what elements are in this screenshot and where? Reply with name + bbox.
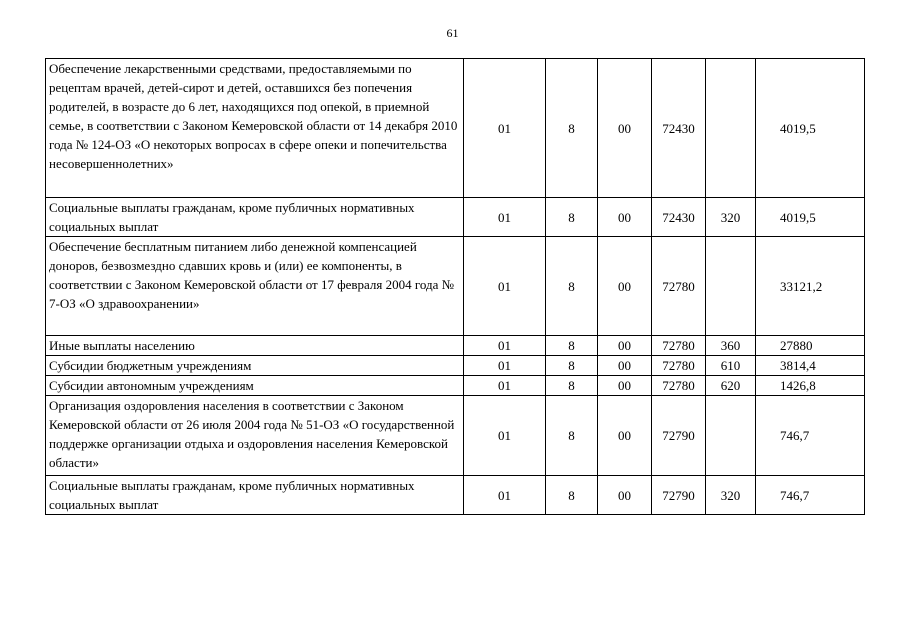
cell-code-2: 8 <box>546 59 598 198</box>
cell-code-4: 72780 <box>652 336 706 356</box>
cell-code-1: 01 <box>464 396 546 476</box>
row-description: Обеспечение бесплатным питанием либо денежной компенсацией доноров, безвозмездно сдавших кровь и (или) ее компоненты, в соответствии с Законом Кемеровской области от 17 февраля 2004 года № 7-ОЗ «О здравоохранении» <box>46 237 464 336</box>
cell-amount: 4019,5 <box>756 59 865 198</box>
cell-code-1: 01 <box>464 356 546 376</box>
cell-code-5 <box>706 59 756 198</box>
row-description: Субсидии автономным учреждениям <box>46 376 464 396</box>
table-row <box>46 59 865 198</box>
row-description: Обеспечение лекарственными средствами, предоставляемыми по рецептам врачей, детей-сирот и детей, оставшихся без попечения родителей, в возрасте до 6 лет, находящихся под опекой, в приемной семье, в соответствии с Законом Кемеровской области от 14 декабря 2010 года № 124-ОЗ «О некоторых вопросах в сфере опеки и попечительства несовершеннолетних» <box>46 59 464 198</box>
cell-code-3: 00 <box>598 59 652 198</box>
cell-code-4: 72790 <box>652 396 706 476</box>
table-row <box>46 356 865 376</box>
budget-table <box>45 58 865 515</box>
table-row <box>46 476 865 515</box>
cell-code-2: 8 <box>546 476 598 515</box>
cell-code-5: 610 <box>706 356 756 376</box>
cell-amount: 27880 <box>756 336 865 356</box>
row-description: Социальные выплаты гражданам, кроме публичных нормативных социальных выплат <box>46 476 464 515</box>
cell-code-2: 8 <box>546 237 598 336</box>
cell-code-5 <box>706 237 756 336</box>
cell-code-5: 360 <box>706 336 756 356</box>
cell-amount: 33121,2 <box>756 237 865 336</box>
row-description: Организация оздоровления населения в соответствии с Законом Кемеровской области от 26 июля 2004 года № 51-ОЗ «О государственной поддержке организации отдыха и оздоровления населения Кемеровской области» <box>46 396 464 476</box>
cell-code-2: 8 <box>546 356 598 376</box>
cell-code-5: 320 <box>706 198 756 237</box>
table-row <box>46 336 865 356</box>
cell-code-1: 01 <box>464 198 546 237</box>
cell-code-1: 01 <box>464 59 546 198</box>
cell-code-2: 8 <box>546 376 598 396</box>
cell-code-1: 01 <box>464 237 546 336</box>
cell-code-4: 72430 <box>652 198 706 237</box>
cell-code-2: 8 <box>546 198 598 237</box>
cell-code-1: 01 <box>464 476 546 515</box>
table-row <box>46 376 865 396</box>
cell-code-4: 72430 <box>652 59 706 198</box>
table-row <box>46 396 865 476</box>
table-row <box>46 237 865 336</box>
cell-code-4: 72780 <box>652 356 706 376</box>
page-number: 61 <box>446 26 459 40</box>
cell-code-3: 00 <box>598 356 652 376</box>
cell-code-1: 01 <box>464 336 546 356</box>
cell-code-3: 00 <box>598 237 652 336</box>
cell-amount: 3814,4 <box>756 356 865 376</box>
cell-code-2: 8 <box>546 396 598 476</box>
cell-code-5: 320 <box>706 476 756 515</box>
cell-code-3: 00 <box>598 198 652 237</box>
cell-amount: 746,7 <box>756 396 865 476</box>
cell-amount: 746,7 <box>756 476 865 515</box>
cell-code-3: 00 <box>598 476 652 515</box>
cell-code-3: 00 <box>598 376 652 396</box>
cell-code-5 <box>706 396 756 476</box>
cell-code-2: 8 <box>546 336 598 356</box>
row-description: Социальные выплаты гражданам, кроме публичных нормативных социальных выплат <box>46 198 464 237</box>
cell-code-4: 72790 <box>652 476 706 515</box>
cell-amount: 1426,8 <box>756 376 865 396</box>
cell-amount: 4019,5 <box>756 198 865 237</box>
row-description: Субсидии бюджетным учреждениям <box>46 356 464 376</box>
cell-code-4: 72780 <box>652 237 706 336</box>
cell-code-5: 620 <box>706 376 756 396</box>
cell-code-4: 72780 <box>652 376 706 396</box>
row-description: Иные выплаты населению <box>46 336 464 356</box>
table-row <box>46 198 865 237</box>
cell-code-3: 00 <box>598 396 652 476</box>
cell-code-3: 00 <box>598 336 652 356</box>
cell-code-1: 01 <box>464 376 546 396</box>
